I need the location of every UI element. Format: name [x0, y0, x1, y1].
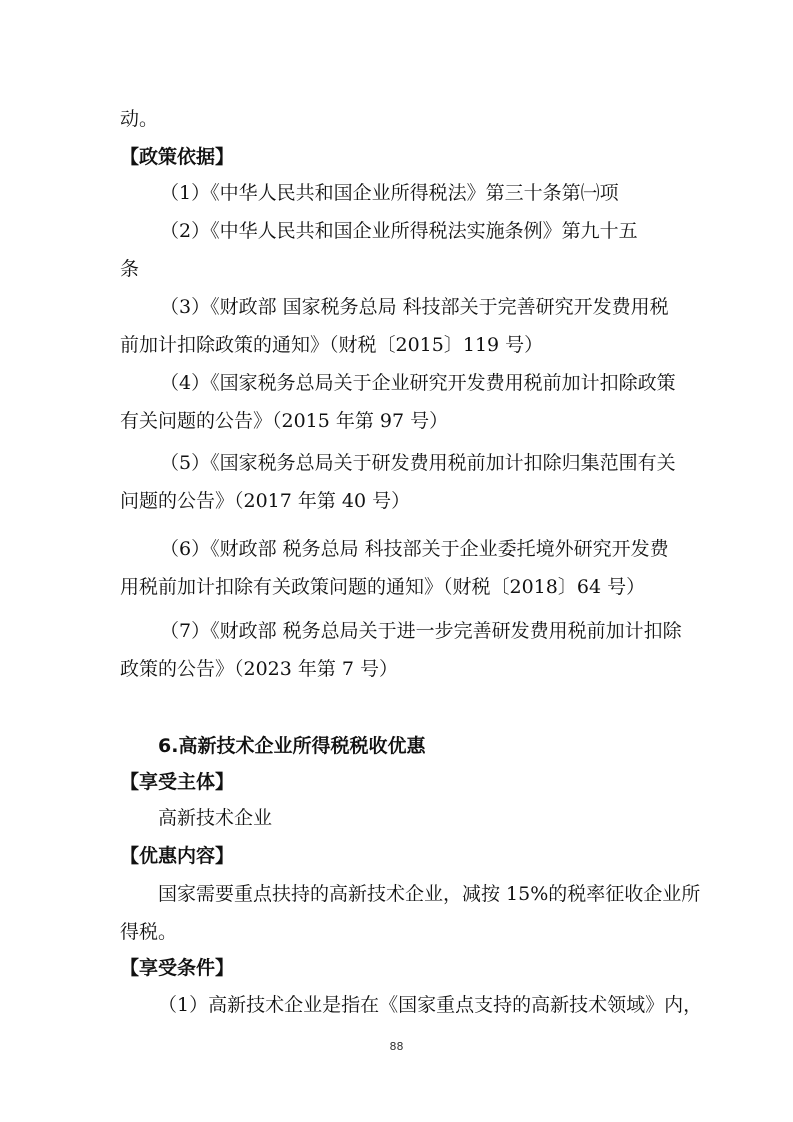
policy-item-2: （2）《中华人民共和国企业所得税法实施条例》第九十五: [160, 220, 638, 242]
policy-item-2-cont: 条: [120, 258, 140, 280]
policy-item-7: （7）《财政部 税务总局关于进一步完善研发费用税前加计扣除: [160, 620, 682, 642]
section-heading-policy-basis: 【政策依据】: [120, 146, 235, 168]
policy-item-6-cont: 用税前加计扣除有关政策问题的通知》（财税〔2018〕64 号）: [120, 576, 646, 598]
section-heading-benefit-content: 【优惠内容】: [120, 845, 235, 867]
policy-item-4: （4）《国家税务总局关于企业研究开发费用税前加计扣除政策: [160, 372, 676, 394]
section-heading-conditions: 【享受条件】: [120, 957, 235, 979]
policy-item-5-cont: 问题的公告》（2017 年第 40 号）: [120, 490, 411, 512]
policy-item-3: （3）《财政部 国家税务总局 科技部关于完善研究开发费用税: [160, 296, 669, 318]
policy-item-1: （1）《中华人民共和国企业所得税法》第三十条第㈠项: [160, 182, 619, 204]
benefit-content-text-cont: 得税。: [120, 921, 178, 943]
policy-item-7-cont: 政策的公告》（2023 年第 7 号）: [120, 658, 399, 680]
section-heading-beneficiary: 【享受主体】: [120, 771, 235, 793]
subsection-title-high-tech: 6.高新技术企业所得税税收优惠: [158, 735, 426, 757]
policy-item-5: （5）《国家税务总局关于研发费用税前加计扣除归集范围有关: [160, 452, 676, 474]
condition-item-1: （1）高新技术企业是指在《国家重点支持的高新技术领域》内，: [158, 994, 703, 1016]
beneficiary-text: 高新技术企业: [158, 807, 273, 829]
policy-item-4-cont: 有关问题的公告》（2015 年第 97 号）: [120, 410, 449, 432]
page-number: 88: [389, 1040, 404, 1053]
benefit-content-text: 国家需要重点扶持的高新技术企业，减按 15%的税率征收企业所: [158, 883, 701, 905]
policy-item-6: （6）《财政部 税务总局 科技部关于企业委托境外研究开发费: [160, 538, 669, 560]
policy-item-3-cont: 前加计扣除政策的通知》（财税〔2015〕119 号）: [120, 334, 544, 356]
text-line: 动。: [120, 108, 159, 130]
